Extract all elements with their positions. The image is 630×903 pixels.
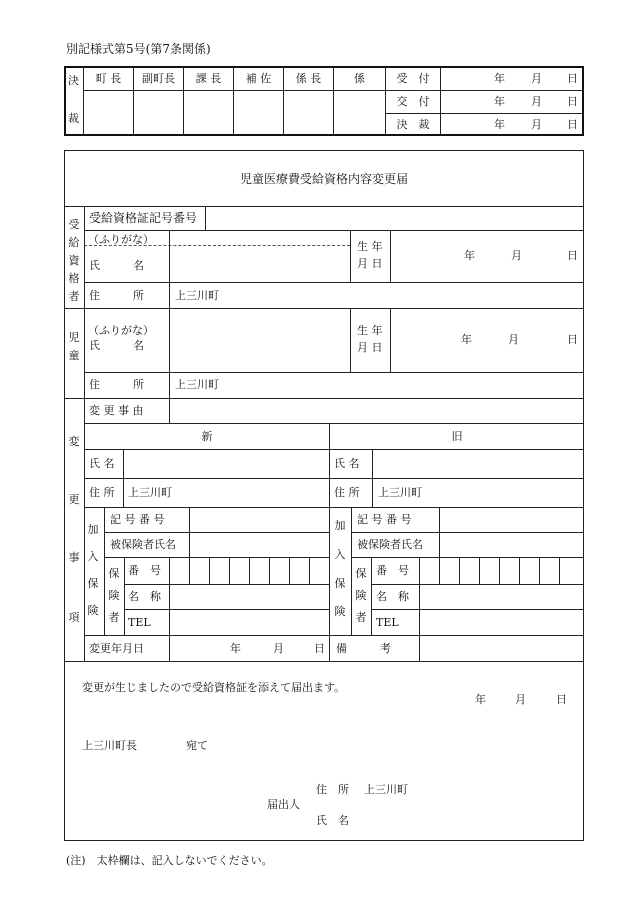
form-id: 別記様式第5号(第7条関係) [66,42,211,56]
child-side-1: 児 [68,331,80,344]
approved-year: 年 [494,118,505,131]
issued-label: 交 付 [396,95,430,108]
applicant-address-value: 上三川町 [364,783,408,796]
approval-side-2: 裁 [68,112,79,125]
new-hokensha-1: 保 [108,567,120,580]
new-kanyu-4: 険 [87,604,99,617]
received-month: 月 [531,72,542,85]
new-address-value: 上三川町 [128,486,172,499]
new-org-label: 名 称 [128,590,161,603]
change-reason-label: 変 更 事 由 [89,404,144,417]
recipient-birth-month: 月 [511,249,522,262]
old-hokensha-3: 者 [355,611,367,624]
issued-month: 月 [531,95,542,108]
new-tel-label: TEL [128,616,151,629]
new-kanyu-2: 入 [87,550,99,563]
declaration-year: 年 [475,693,486,706]
role-staff: 係 [354,72,365,85]
new-hokensha-3: 者 [108,611,120,624]
role-assistant: 補 佐 [245,72,272,85]
recipient-side-4: 格 [68,272,80,285]
recipient-name-label: 氏 名 [89,259,144,272]
new-number-label: 番 号 [128,564,161,577]
child-furigana-label: （ふりがな） [88,324,154,337]
declaration-text: 変更が生じましたので受給資格証を添えて届出ます。 [82,681,346,694]
recipient-address-value: 上三川町 [175,289,219,302]
issued-day: 日 [567,95,578,108]
role-mayor: 町 長 [95,72,122,85]
new-name-label: 氏 名 [89,457,115,470]
child-side-2: 童 [68,349,80,362]
recipient-birth-label-1: 生 年 [357,240,383,253]
addressee: 上三川町長 [82,739,137,752]
new-address-label: 住 所 [89,486,115,499]
role-section-chief: 課 長 [195,72,222,85]
old-header: 旧 [451,430,463,443]
old-name-label: 氏 名 [334,457,360,470]
new-header: 新 [201,430,213,443]
received-label: 受 付 [396,72,430,85]
applicant-address-label: 住 所 [316,783,349,796]
recipient-side-5: 者 [68,290,80,303]
approval-side-1: 決 [68,74,79,87]
declaration-day: 日 [556,693,567,706]
remarks-label: 備 考 [336,642,391,655]
child-birth-day: 日 [567,333,578,346]
child-birth-year: 年 [461,333,472,346]
role-unit-chief: 係 長 [295,72,322,85]
cert-number-label: 受給資格証記号番号 [89,211,198,225]
old-kanyu-3: 保 [334,577,346,590]
old-hokensha-1: 保 [355,567,367,580]
change-side-1: 変 [68,435,80,448]
change-date-year: 年 [230,642,241,655]
recipient-birth-day: 日 [567,249,578,262]
old-kanyu-1: 加 [334,519,346,532]
received-day: 日 [567,72,578,85]
atete: 宛て [186,739,208,752]
old-number-label: 番 号 [376,564,409,577]
applicant-name-label: 氏 名 [316,814,349,827]
approved-day: 日 [567,118,578,131]
child-address-value: 上三川町 [175,378,219,391]
change-side-4: 項 [68,611,80,624]
new-kanyu-3: 保 [87,577,99,590]
applicant-label: 届出人 [267,798,300,811]
old-insured-label: 被保険者氏名 [357,538,423,551]
issued-year: 年 [494,95,505,108]
received-year: 年 [494,72,505,85]
new-kanyu-1: 加 [87,523,99,536]
child-birth-label-1: 生 年 [357,324,383,337]
page-title: 児童医療費受給資格内容変更届 [239,172,408,186]
old-address-label: 住 所 [334,486,360,499]
old-kanyu-4: 険 [334,605,346,618]
approved-label: 決 裁 [396,118,430,131]
recipient-furigana-label: （ふりがな） [88,233,154,246]
footer-note: (注) 太枠欄は、記入しないでください。 [66,854,273,867]
recipient-birth-label-2: 月 日 [357,257,383,270]
old-address-value: 上三川町 [378,486,422,499]
change-date-month: 月 [273,642,284,655]
recipient-side-3: 資 [68,254,80,267]
child-birth-month: 月 [508,333,519,346]
recipient-side-1: 受 [68,218,80,231]
change-date-day: 日 [314,642,325,655]
old-symbol-label: 記 号 番 号 [357,513,412,526]
recipient-side-2: 給 [68,236,80,249]
old-kanyu-2: 入 [334,548,346,561]
recipient-birth-year: 年 [464,249,475,262]
old-hokensha-2: 険 [355,589,367,602]
change-side-2: 更 [68,493,80,506]
change-date-label: 変更年月日 [89,642,144,655]
approved-month: 月 [531,118,542,131]
old-org-label: 名 称 [376,590,409,603]
child-birth-label-2: 月 日 [357,341,383,354]
recipient-address-label: 住 所 [89,289,144,302]
new-insured-label: 被保険者氏名 [110,538,176,551]
new-hokensha-2: 険 [108,589,120,602]
child-name-label: 氏 名 [89,339,144,352]
new-symbol-label: 記 号 番 号 [110,513,165,526]
old-tel-label: TEL [376,616,399,629]
child-address-label: 住 所 [89,378,144,391]
change-side-3: 事 [68,551,80,564]
declaration-month: 月 [515,693,526,706]
role-deputy-mayor: 副町長 [142,72,175,85]
